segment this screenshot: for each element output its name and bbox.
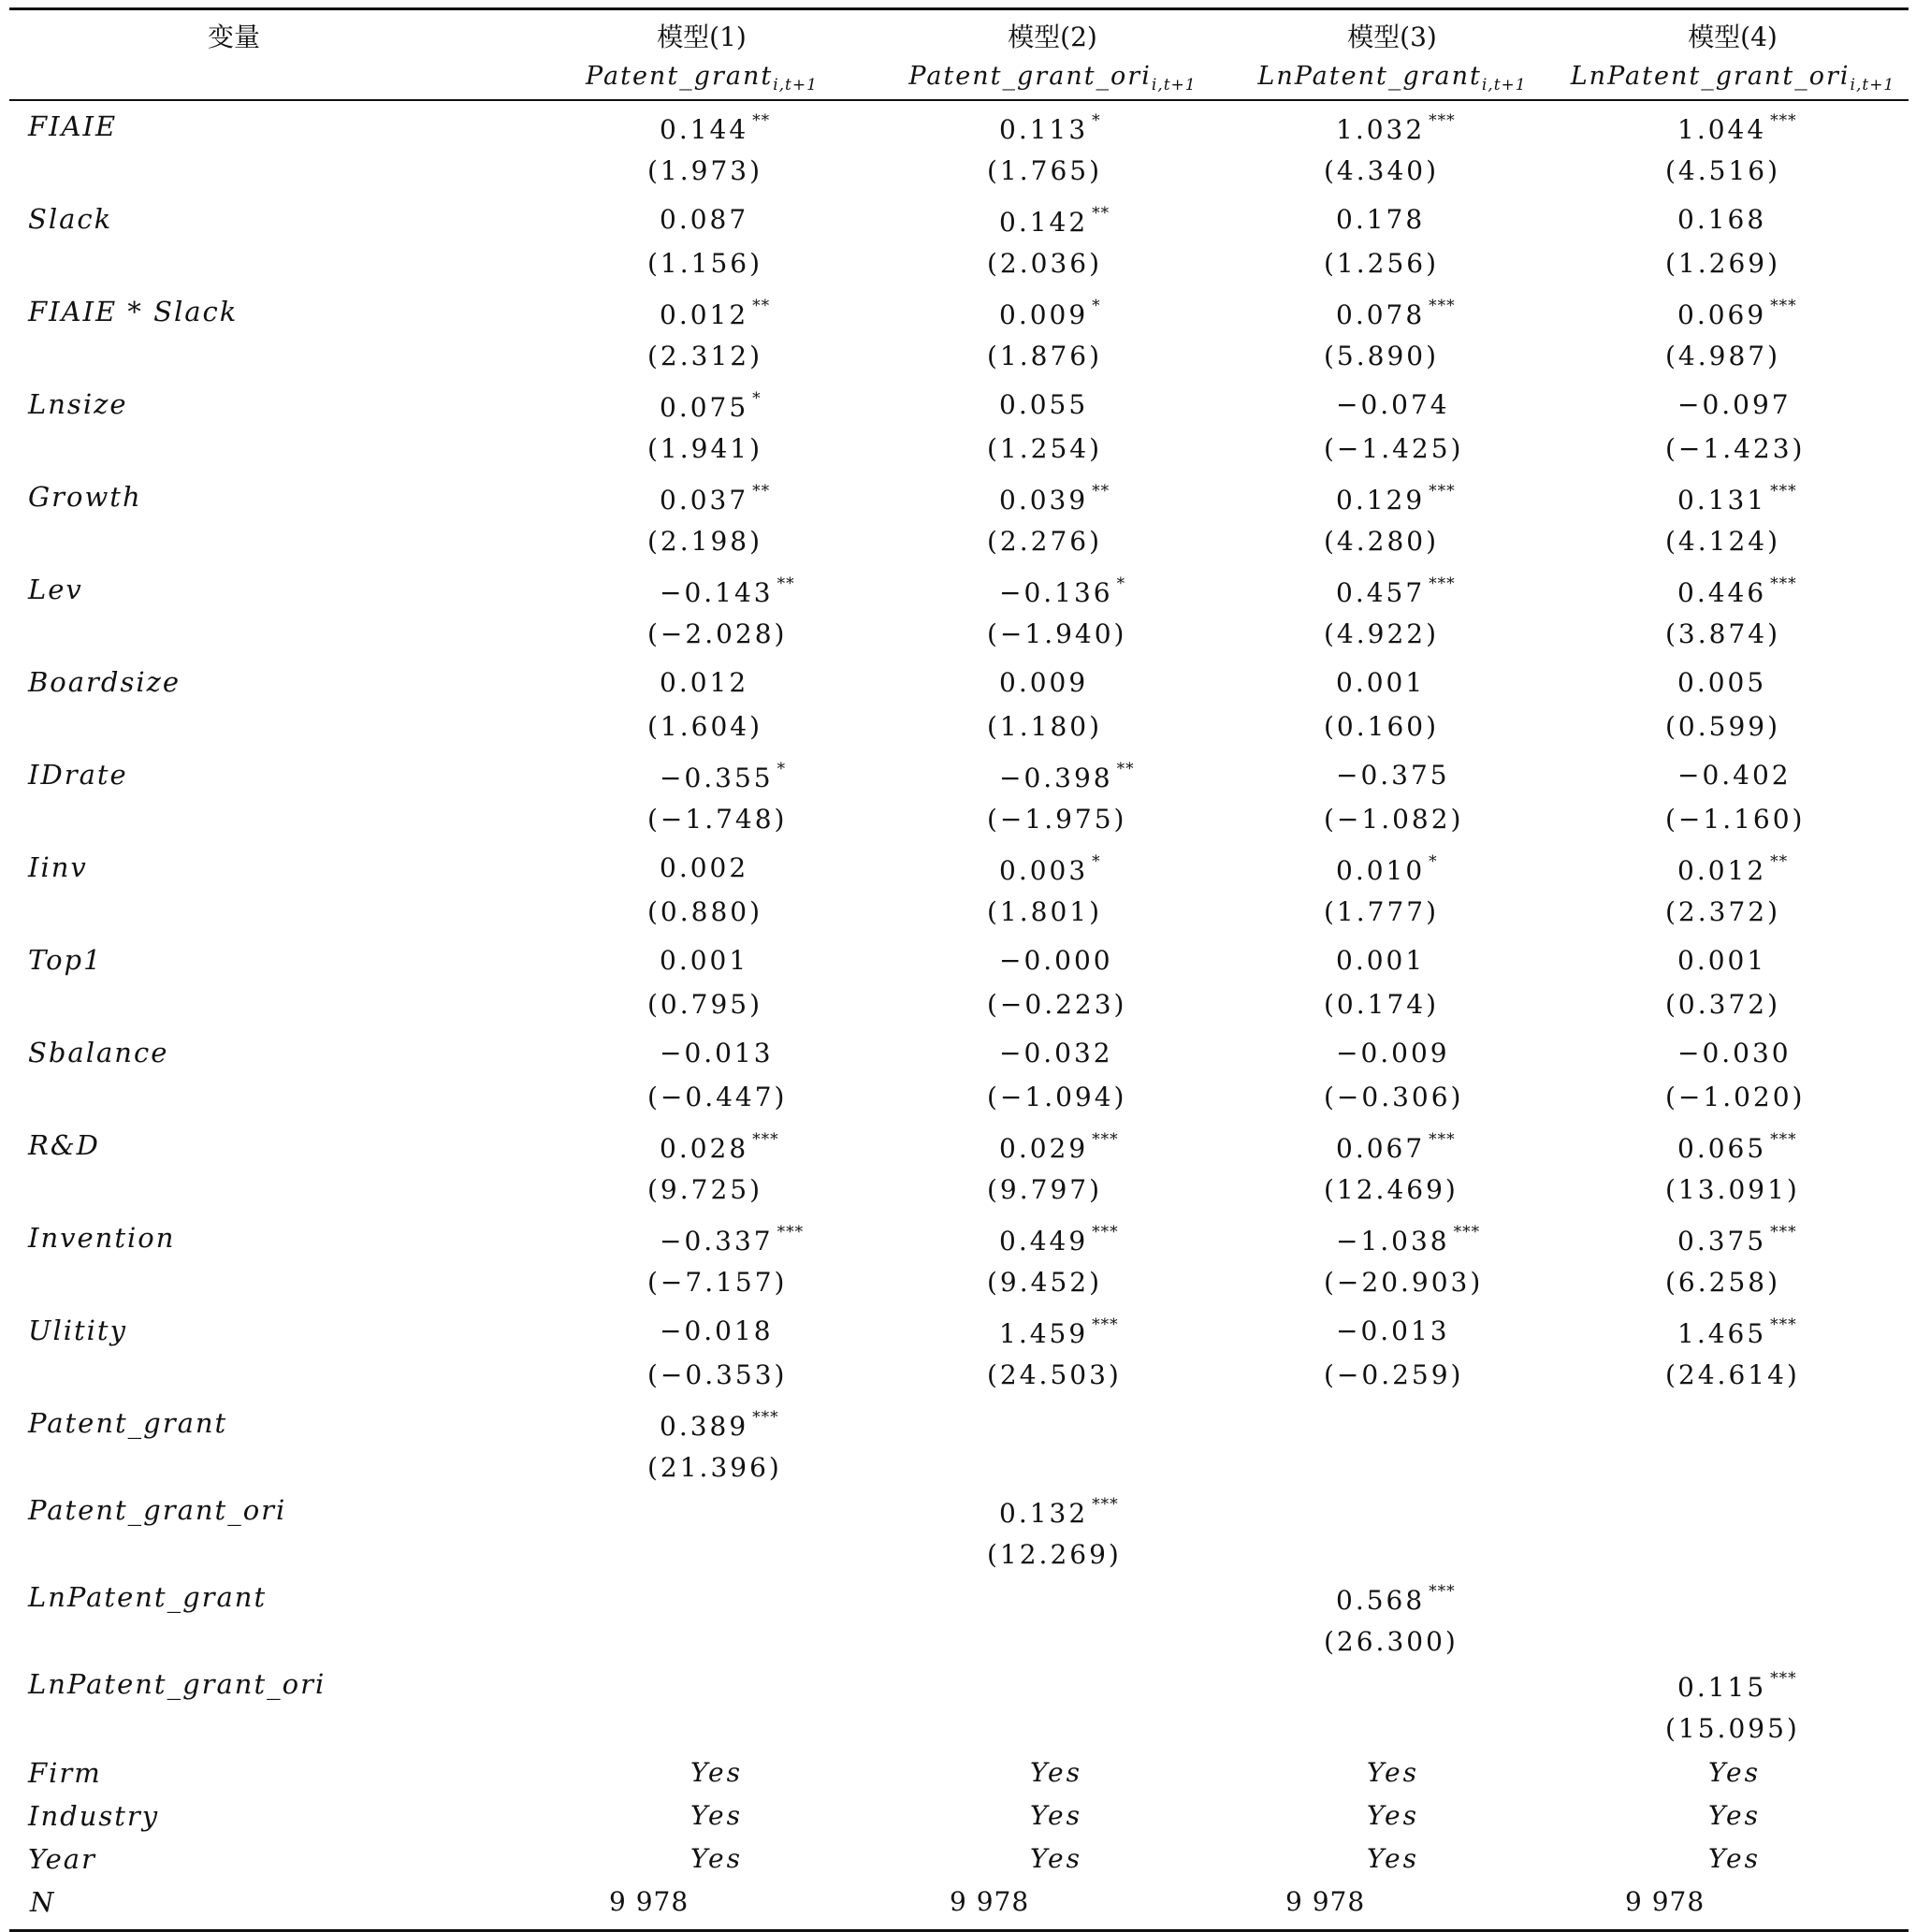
coefficient: 0.037 (660, 485, 749, 516)
significance-stars: *** (1453, 1223, 1481, 1242)
t-statistic: (4.922) (1324, 618, 1440, 649)
variable-name: Slack (28, 203, 113, 235)
t-statistic: (2.198) (647, 526, 763, 557)
t-statistic: (2.312) (647, 341, 763, 371)
observations-count: 9 978 (609, 1886, 689, 1917)
variable-name: Ulitity (28, 1315, 127, 1346)
t-statistic: (−1.748) (647, 804, 788, 835)
t-statistic: (6.258) (1665, 1267, 1781, 1298)
coefficient-cell (660, 852, 748, 883)
coefficient: 1.044 (1677, 114, 1767, 145)
t-statistic: (12.269) (987, 1539, 1122, 1570)
control-indicator: Yes (1367, 1843, 1419, 1874)
t-statistic: (1.801) (987, 896, 1103, 927)
observations-count: 9 978 (1625, 1886, 1706, 1917)
coefficient-cell (999, 1495, 1119, 1529)
coefficient-cell (999, 1038, 1113, 1068)
coefficient: 0.067 (1336, 1133, 1426, 1164)
coefficient-cell (1677, 1669, 1797, 1703)
variable-name: Lev (28, 574, 83, 605)
coefficient-cell (999, 111, 1101, 145)
t-statistic: (−1.020) (1665, 1082, 1806, 1112)
coefficient: −0.074 (1336, 389, 1450, 420)
significance-stars: *** (752, 1130, 779, 1149)
coefficient-cell (999, 945, 1113, 976)
coefficient: 0.001 (1336, 667, 1426, 698)
coefficient-cell (660, 1315, 774, 1346)
coefficient: 0.131 (1677, 485, 1767, 516)
coefficient-cell (660, 945, 748, 976)
coefficient-cell (1336, 852, 1438, 886)
coefficient: −0.032 (999, 1038, 1113, 1068)
t-statistic: (4.516) (1665, 155, 1781, 186)
control-name: Year (28, 1843, 96, 1875)
t-statistic: (−1.425) (1324, 433, 1464, 464)
coefficient-cell (660, 1130, 779, 1164)
coefficient: −0.355 (660, 763, 774, 793)
coefficient: 1.032 (1336, 114, 1426, 145)
significance-stars: *** (1429, 482, 1456, 501)
coefficient-cell (1336, 1223, 1480, 1257)
t-statistic: (0.174) (1324, 989, 1440, 1020)
t-statistic: (12.469) (1324, 1174, 1459, 1205)
control-name: Firm (28, 1757, 102, 1789)
significance-stars: *** (1770, 1315, 1797, 1334)
control-indicator: Yes (1030, 1800, 1082, 1831)
variable-name: Patent_grant_ori (28, 1494, 287, 1526)
coefficient: −0.402 (1677, 760, 1792, 791)
coefficient-cell (1336, 760, 1450, 791)
coefficient: 0.012 (660, 667, 749, 698)
coefficient-cell (1677, 1130, 1797, 1164)
coefficient: 0.010 (1336, 855, 1426, 886)
coefficient-cell (1677, 1223, 1797, 1257)
t-statistic: (0.160) (1324, 711, 1440, 742)
significance-stars: *** (1770, 1130, 1797, 1149)
coefficient-cell (1336, 574, 1456, 608)
coefficient: 0.457 (1336, 577, 1426, 608)
variable-name: LnPatent_grant (28, 1581, 268, 1613)
dependent-variable (1224, 62, 1560, 94)
significance-stars: ** (1770, 852, 1789, 871)
coefficient-cell (999, 667, 1088, 698)
coefficient-cell (1336, 1315, 1450, 1346)
t-statistic: (13.091) (1665, 1174, 1800, 1205)
coefficient-cell (660, 1408, 779, 1442)
observations-label: N (30, 1886, 56, 1918)
t-statistic: (4.124) (1665, 526, 1781, 557)
t-statistic: (0.795) (647, 989, 763, 1020)
coefficient: −0.337 (660, 1226, 774, 1257)
coefficient: −0.018 (660, 1315, 774, 1346)
significance-stars: *** (1429, 1130, 1456, 1149)
coefficient-cell (660, 482, 770, 516)
significance-stars: *** (777, 1223, 805, 1242)
control-indicator: Yes (1367, 1757, 1419, 1788)
significance-stars: *** (1770, 574, 1797, 593)
coefficient: −0.136 (999, 577, 1113, 608)
coefficient: 0.144 (660, 114, 749, 145)
coefficient: −0.375 (1336, 760, 1450, 791)
control-indicator: Yes (1708, 1843, 1761, 1874)
significance-stars: *** (1092, 1315, 1119, 1334)
coefficient-cell (1677, 389, 1792, 420)
coefficient-cell (660, 1038, 774, 1068)
coefficient: 0.002 (660, 852, 749, 883)
header-variable: 变量 (207, 22, 260, 52)
coefficient: 0.115 (1677, 1672, 1767, 1703)
t-statistic: (−1.094) (987, 1082, 1127, 1112)
coefficient: −0.398 (999, 763, 1113, 793)
coefficient: 0.142 (999, 207, 1089, 238)
significance-stars: *** (1770, 482, 1797, 501)
dependent-variable-name: Patent_grant (586, 62, 774, 91)
dependent-variable-name: LnPatent_grant_ori (1570, 62, 1851, 91)
significance-stars: *** (1770, 1223, 1797, 1242)
t-statistic: (−0.353) (647, 1359, 788, 1390)
t-statistic: (24.503) (987, 1359, 1122, 1390)
significance-stars: ** (1092, 204, 1110, 223)
t-statistic: (1.973) (647, 155, 763, 186)
t-statistic: (−1.160) (1665, 804, 1806, 835)
coefficient-cell (999, 1130, 1119, 1164)
coefficient: 0.087 (660, 204, 749, 235)
t-statistic: (1.777) (1324, 896, 1440, 927)
t-statistic: (−1.423) (1665, 433, 1806, 464)
coefficient-cell (1677, 760, 1792, 791)
t-statistic: (1.269) (1665, 248, 1781, 279)
t-statistic: (1.876) (987, 341, 1103, 371)
t-statistic: (0.880) (647, 896, 763, 927)
coefficient-cell (999, 1223, 1119, 1257)
t-statistic: (−20.903) (1324, 1267, 1484, 1298)
t-statistic: (1.156) (647, 248, 763, 279)
t-statistic: (2.036) (987, 248, 1103, 279)
significance-stars: * (777, 760, 787, 778)
model-title: 模型(2) (1008, 22, 1097, 52)
coefficient-cell (1677, 945, 1766, 976)
t-statistic: (9.725) (647, 1174, 763, 1205)
t-statistic: (1.180) (987, 711, 1103, 742)
control-indicator: Yes (690, 1800, 743, 1831)
variable-name: Growth (28, 481, 142, 513)
significance-stars: *** (1092, 1130, 1119, 1149)
coefficient: 0.129 (1336, 485, 1426, 516)
observations-count: 9 978 (950, 1886, 1030, 1917)
t-statistic: (−0.447) (647, 1082, 788, 1112)
t-statistic: (4.987) (1665, 341, 1781, 371)
coefficient: 1.465 (1677, 1318, 1767, 1349)
control-indicator: Yes (1708, 1757, 1761, 1788)
significance-stars: *** (1770, 297, 1797, 315)
coefficient: 0.012 (660, 299, 749, 330)
significance-stars: *** (1429, 297, 1456, 315)
coefficient: 0.178 (1336, 204, 1426, 235)
model-title: 模型(1) (657, 22, 747, 52)
t-statistic: (−7.157) (647, 1267, 788, 1298)
variable-name: Lnsize (28, 388, 128, 420)
coefficient: 0.446 (1677, 577, 1767, 608)
significance-stars: * (752, 389, 762, 408)
header-rule (9, 99, 1909, 101)
coefficient: 0.001 (1336, 945, 1426, 976)
control-indicator: Yes (1030, 1757, 1082, 1788)
significance-stars: *** (1429, 111, 1456, 130)
variable-name: Iinv (28, 851, 88, 883)
model-title: 模型(3) (1347, 22, 1437, 52)
coefficient: 0.029 (999, 1133, 1089, 1164)
significance-stars: *** (1770, 1669, 1797, 1688)
coefficient: 1.459 (999, 1318, 1089, 1349)
coefficient-cell (1677, 482, 1797, 516)
t-statistic: (0.599) (1665, 711, 1781, 742)
coefficient-cell (999, 760, 1135, 793)
t-statistic: (21.396) (647, 1452, 782, 1483)
significance-stars: ** (1116, 760, 1135, 778)
significance-stars: * (1429, 852, 1438, 871)
dependent-variable-name: Patent_grant_ori (908, 62, 1152, 91)
dependent-variable (884, 62, 1221, 94)
control-indicator: Yes (1030, 1843, 1082, 1874)
coefficient-cell (1677, 1038, 1792, 1068)
coefficient: 0.065 (1677, 1133, 1767, 1164)
coefficient-cell (660, 574, 795, 608)
significance-stars: *** (1092, 1223, 1119, 1242)
t-statistic: (1.765) (987, 155, 1103, 186)
coefficient: −0.097 (1677, 389, 1792, 420)
coefficient-cell (660, 667, 748, 698)
significance-stars: ** (777, 574, 795, 593)
coefficient: 0.009 (999, 299, 1089, 330)
control-indicator: Yes (690, 1757, 743, 1788)
t-statistic: (1.254) (987, 433, 1103, 464)
coefficient-cell (1336, 945, 1425, 976)
significance-stars: * (1092, 111, 1101, 130)
coefficient-cell (999, 482, 1110, 516)
coefficient: −0.009 (1336, 1038, 1450, 1068)
variable-name: Boardsize (28, 666, 181, 698)
coefficient: 0.132 (999, 1498, 1089, 1529)
coefficient: −0.000 (999, 945, 1113, 976)
coefficient: 0.055 (999, 389, 1089, 420)
coefficient-cell (999, 852, 1101, 886)
t-statistic: (3.874) (1665, 618, 1781, 649)
coefficient-cell (1336, 204, 1425, 235)
variable-name: Top1 (28, 944, 103, 976)
coefficient-cell (1336, 1038, 1450, 1068)
coefficient-cell (660, 111, 770, 145)
coefficient-cell (999, 297, 1101, 330)
significance-stars: * (1092, 852, 1101, 871)
coefficient-cell (1336, 1582, 1456, 1616)
t-statistic: (−0.259) (1324, 1359, 1464, 1390)
significance-stars: ** (752, 297, 771, 315)
coefficient-cell (1677, 297, 1797, 330)
coefficient-cell (999, 1315, 1119, 1349)
coefficient: 0.003 (999, 855, 1089, 886)
coefficient-cell (1677, 667, 1766, 698)
significance-stars: *** (1429, 574, 1456, 593)
coefficient-cell (660, 1223, 804, 1257)
coefficient-cell (1677, 1315, 1797, 1349)
dependent-variable (1564, 62, 1901, 94)
coefficient: 0.568 (1336, 1585, 1426, 1616)
t-statistic: (−0.223) (987, 989, 1127, 1020)
top-rule (9, 7, 1909, 10)
coefficient-cell (1336, 389, 1450, 420)
t-statistic: (−2.028) (647, 618, 788, 649)
variable-name: LnPatent_grant_ori (28, 1668, 327, 1700)
dependent-variable-subscript: i,t+1 (1481, 76, 1527, 94)
coefficient: 0.168 (1677, 204, 1767, 235)
coefficient-cell (660, 297, 770, 330)
t-statistic: (15.095) (1665, 1713, 1800, 1744)
dependent-variable-subscript: i,t+1 (1151, 76, 1197, 94)
coefficient-cell (660, 760, 786, 793)
t-statistic: (−1.975) (987, 804, 1127, 835)
coefficient-cell (660, 389, 762, 423)
t-statistic: (−1.940) (987, 618, 1127, 649)
significance-stars: *** (1770, 111, 1797, 130)
control-indicator: Yes (1708, 1800, 1761, 1831)
t-statistic: (1.941) (647, 433, 763, 464)
variable-name: FIAIE (28, 110, 118, 142)
variable-name: IDrate (28, 759, 128, 791)
significance-stars: *** (752, 1408, 779, 1427)
significance-stars: ** (752, 111, 771, 130)
control-indicator: Yes (690, 1843, 743, 1874)
coefficient: 0.012 (1677, 855, 1767, 886)
t-statistic: (2.372) (1665, 896, 1781, 927)
coefficient-cell (660, 204, 748, 235)
coefficient: 0.039 (999, 485, 1089, 516)
coefficient: 0.449 (999, 1226, 1089, 1257)
coefficient: −0.143 (660, 577, 774, 608)
coefficient-cell (999, 204, 1110, 238)
coefficient: 0.069 (1677, 299, 1767, 330)
dependent-variable-subscript: i,t+1 (773, 76, 818, 94)
t-statistic: (0.372) (1665, 989, 1781, 1020)
t-statistic: (9.797) (987, 1174, 1103, 1205)
coefficient: 0.078 (1336, 299, 1426, 330)
coefficient: 0.001 (1677, 945, 1767, 976)
coefficient: 0.113 (999, 114, 1089, 145)
variable-name: R&D (28, 1129, 100, 1161)
coefficient-cell (1677, 204, 1766, 235)
coefficient-cell (999, 574, 1125, 608)
dependent-variable-subscript: i,t+1 (1850, 76, 1895, 94)
t-statistic: (1.604) (647, 711, 763, 742)
observations-count: 9 978 (1285, 1886, 1366, 1917)
coefficient-cell (1677, 574, 1797, 608)
coefficient-cell (1336, 111, 1456, 145)
coefficient: −1.038 (1336, 1226, 1450, 1257)
coefficient: 0.009 (999, 667, 1089, 698)
coefficient: 0.005 (1677, 667, 1767, 698)
coefficient: −0.013 (660, 1038, 774, 1068)
variable-name: Invention (28, 1222, 176, 1254)
t-statistic: (−0.306) (1324, 1082, 1464, 1112)
coefficient-cell (1677, 111, 1797, 145)
coefficient: 0.028 (660, 1133, 749, 1164)
coefficient: 0.375 (1677, 1226, 1767, 1257)
t-statistic: (1.256) (1324, 248, 1440, 279)
variable-name: FIAIE * Slack (28, 296, 239, 327)
model-title: 模型(4) (1688, 22, 1778, 52)
variable-name: Sbalance (28, 1037, 169, 1068)
coefficient-cell (1677, 852, 1788, 886)
t-statistic: (−1.082) (1324, 804, 1464, 835)
t-statistic: (24.614) (1665, 1359, 1800, 1390)
significance-stars: *** (1429, 1582, 1456, 1601)
control-indicator: Yes (1367, 1800, 1419, 1831)
t-statistic: (9.452) (987, 1267, 1103, 1298)
control-name: Industry (28, 1800, 160, 1832)
significance-stars: * (1116, 574, 1126, 593)
coefficient-cell (1336, 1130, 1456, 1164)
t-statistic: (2.276) (987, 526, 1103, 557)
t-statistic: (4.340) (1324, 155, 1440, 186)
t-statistic: (26.300) (1324, 1626, 1459, 1657)
coefficient: −0.013 (1336, 1315, 1450, 1346)
significance-stars: * (1092, 297, 1101, 315)
significance-stars: ** (752, 482, 771, 501)
coefficient: 0.075 (660, 392, 749, 423)
t-statistic: (4.280) (1324, 526, 1440, 557)
dependent-variable (533, 62, 870, 94)
coefficient: −0.030 (1677, 1038, 1792, 1068)
dependent-variable-name: LnPatent_grant (1257, 62, 1482, 91)
coefficient: 0.389 (660, 1411, 749, 1442)
coefficient-cell (999, 389, 1088, 420)
variable-name: Patent_grant (28, 1407, 228, 1439)
coefficient-cell (1336, 482, 1456, 516)
significance-stars: *** (1092, 1495, 1119, 1514)
coefficient: 0.001 (660, 945, 749, 976)
coefficient-cell (1336, 667, 1425, 698)
coefficient-cell (1336, 297, 1456, 330)
t-statistic: (5.890) (1324, 341, 1440, 371)
significance-stars: ** (1092, 482, 1110, 501)
